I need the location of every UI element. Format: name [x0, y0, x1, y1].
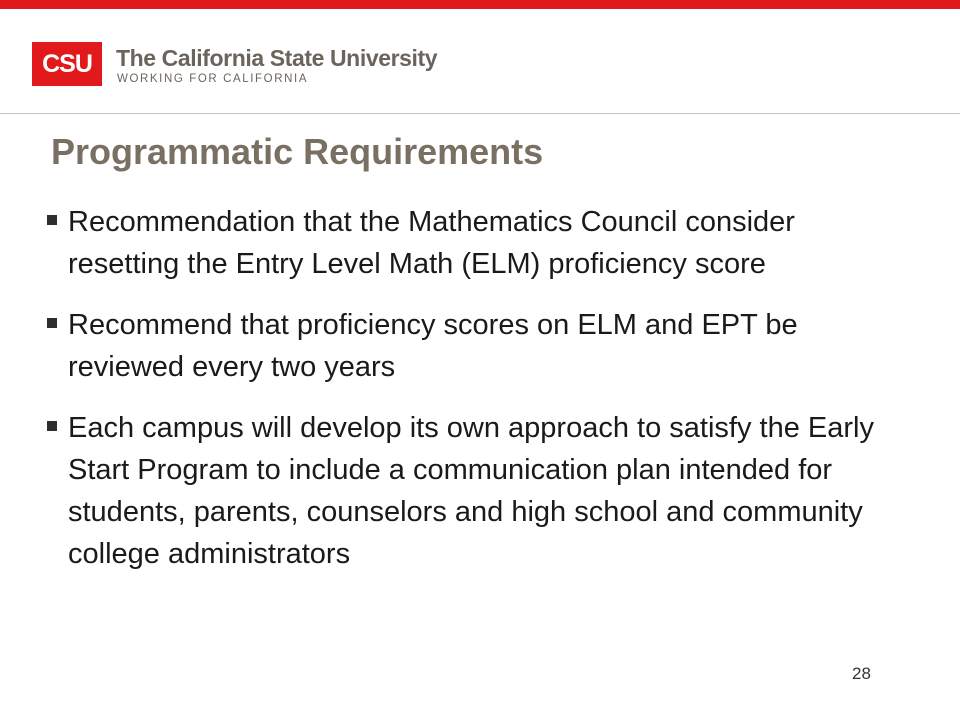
slide-title: Programmatic Requirements [51, 131, 544, 172]
bullet-text: Each campus will develop its own approach to satisfy the Early Start Program to include a communication plan intended for students, parents, counselors and high school and community college administrators [68, 412, 874, 570]
square-bullet-icon [47, 421, 57, 431]
bullet-item [44, 201, 904, 285]
bullet-item [44, 407, 904, 575]
csu-logo-mark: CSU [32, 42, 102, 86]
square-bullet-icon [47, 318, 57, 328]
bullet-text: Recommendation that the Mathematics Council consider resetting the Entry Level Math (ELM) proficiency score [68, 206, 795, 280]
top-accent-bar [0, 0, 960, 9]
header-divider [0, 113, 960, 114]
bullet-item [44, 304, 904, 388]
logo-tagline: WORKING FOR CALIFORNIA [117, 73, 309, 85]
square-bullet-icon [47, 215, 57, 225]
slide-number: 28 [852, 664, 871, 683]
logo-university-name: The California State University [116, 45, 438, 71]
bullet-list [44, 201, 904, 594]
bullet-text: Recommend that proficiency scores on ELM and EPT be reviewed every two years [68, 309, 798, 383]
